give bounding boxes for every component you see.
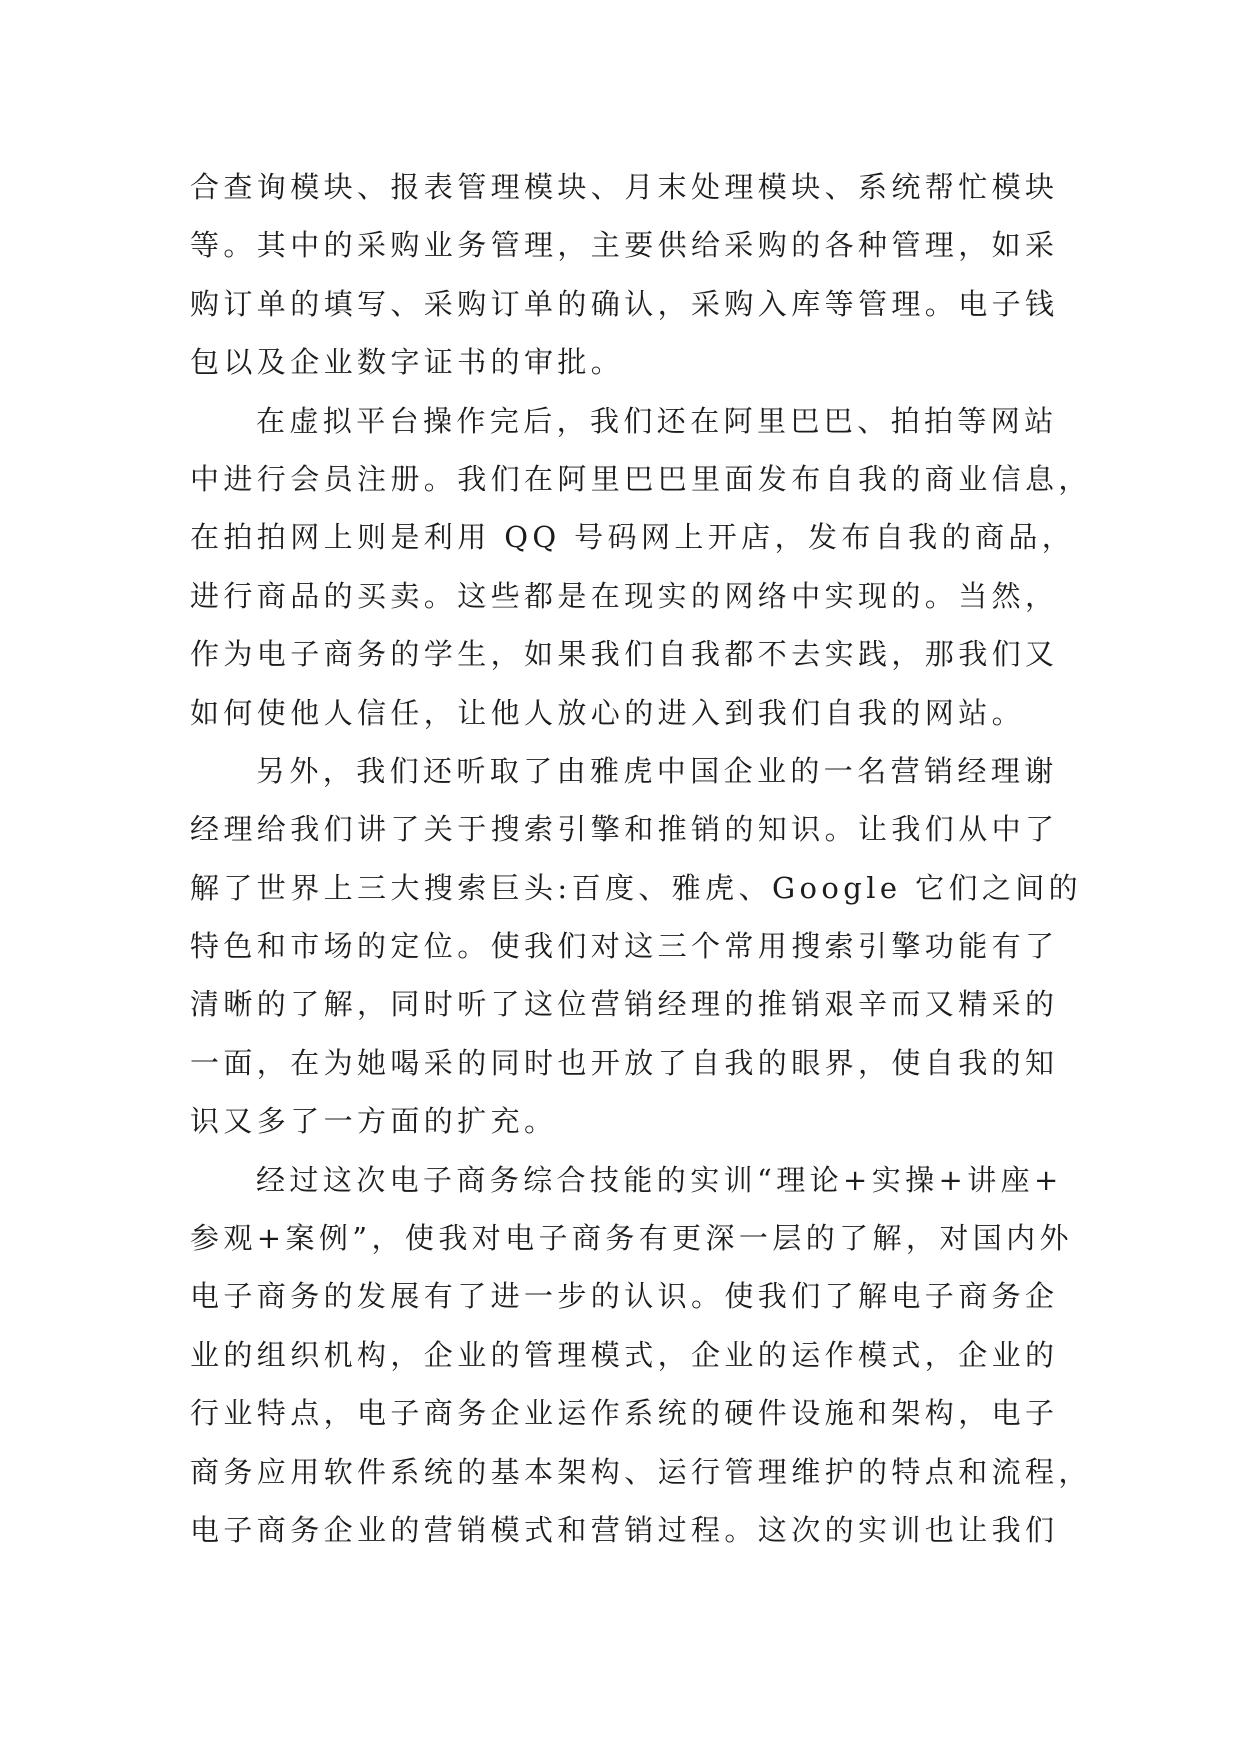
body-text	[190, 158, 1092, 1559]
text-line: 如何使他人信任，让他人放心的进入到我们自我的网站。	[190, 695, 1026, 730]
text-line: 识又多了一方面的扩充。	[190, 1104, 558, 1139]
text-line: 购订单的填写、采购订单的确认，采购入库等管理。电子钱	[190, 286, 1059, 321]
text-line: 中进行会员注册。我们在阿里巴巴里面发布自我的商业信息，	[190, 461, 1092, 496]
text-line: 清晰的了解，同时听了这位营销经理的推销艰辛而又精采的	[190, 987, 1059, 1022]
text-line: 业的组织机构，企业的管理模式，企业的运作模式，企业的	[190, 1337, 1059, 1372]
paragraph-start-line: 另外，我们还听取了由雅虎中国企业的一名营销经理谢	[256, 753, 1058, 788]
text-line: 特色和市场的定位。使我们对这三个常用搜索引擎功能有了	[190, 929, 1059, 964]
text-line: 包以及企业数字证书的审批。	[190, 345, 625, 380]
text-line: 经理给我们讲了关于搜索引擎和推销的知识。让我们从中了	[190, 812, 1059, 847]
text-line: 一面，在为她喝采的同时也开放了自我的眼界，使自我的知	[190, 1045, 1059, 1080]
paragraph-start-line: 经过这次电子商务综合技能的实训“理论+实操+讲座+	[256, 1162, 1063, 1197]
text-line: 解了世界上三大搜索巨头:百度、雅虎、Google 它们之间的	[190, 870, 1083, 905]
text-line: 电子商务企业的营销模式和营销过程。这次的实训也让我们	[190, 1512, 1059, 1547]
text-line: 电子商务的发展有了进一步的认识。使我们了解电子商务企	[190, 1279, 1059, 1314]
text-line: 商务应用软件系统的基本架构、运行管理维护的特点和流程，	[190, 1454, 1092, 1489]
text-line: 等。其中的采购业务管理，主要供给采购的各种管理，如采	[190, 228, 1059, 263]
text-line: 合查询模块、报表管理模块、月末处理模块、系统帮忙模块	[190, 170, 1059, 204]
text-line: 行业特点，电子商务企业运作系统的硬件设施和架构，电子	[190, 1396, 1059, 1431]
text-line: 进行商品的买卖。这些都是在现实的网络中实现的。当然，	[190, 578, 1059, 613]
text-line: 在拍拍网上则是利用 QQ 号码网上开店，发布自我的商品，	[190, 520, 1076, 555]
paragraph-start-line: 在虚拟平台操作完后，我们还在阿里巴巴、拍拍等网站	[256, 403, 1058, 438]
text-line: 参观+案例”，使我对电子商务有更深一层的了解，对国内外	[190, 1221, 1073, 1256]
text-line: 作为电子商务的学生，如果我们自我都不去实践，那我们又	[190, 637, 1059, 672]
